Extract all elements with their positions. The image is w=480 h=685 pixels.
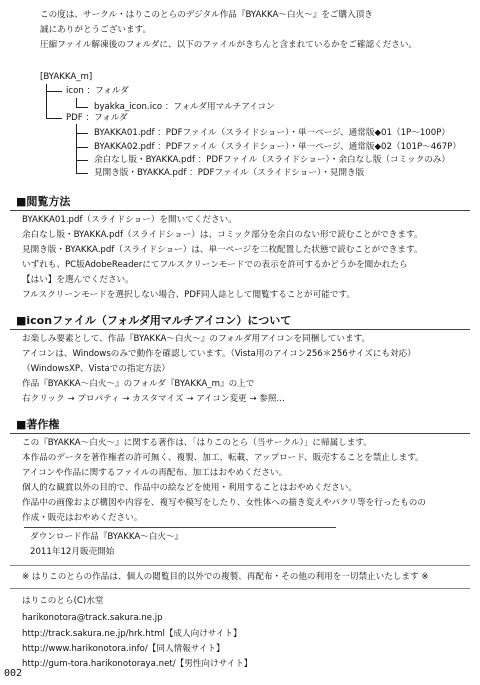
download-divider bbox=[24, 527, 336, 528]
viewing-line-6: フルスクリーンモードを選択しない場合、PDF同人誌として閲覧することが可能です。 bbox=[22, 290, 355, 300]
divider bbox=[10, 433, 470, 434]
download-title: ダウンロード作品『BYAKKA～白火～』 bbox=[30, 532, 184, 542]
tree-branch-line bbox=[76, 133, 88, 134]
tree-file-4: 見開き版・BYAKKA.pdf ：PDFファイル（スライドショー）・見開き版 bbox=[94, 168, 365, 178]
intro-line-3: 圧縮ファイル解凍後のフォルダに、以下のファイルがきちんと含まれているかをご確認ください。 bbox=[40, 40, 418, 50]
viewing-line-2: 余白なし版・BYAKKA.pdf（スライドショー）は、コミック部分を余白のない形で読むことができます。 bbox=[22, 230, 423, 240]
tree-icon-folder: icon ：フォルダ bbox=[66, 86, 129, 96]
tree-branch-line bbox=[46, 84, 47, 118]
download-date: 2011年12月販売開始 bbox=[30, 547, 115, 557]
icon-line-1: お楽しみ要素として、作品『BYAKKA～白火～』のフォルダ用アイコンを同梱しています。 bbox=[22, 334, 371, 344]
tree-file-2: BYAKKA02.pdf ：PDFファイル（スライドショー）・単一ページ、通常版◆02（101P～467P） bbox=[94, 142, 461, 152]
copyright-line-6: 作成・販売はおやめください。 bbox=[22, 513, 143, 523]
divider bbox=[10, 588, 470, 589]
icon-line-5: 右クリック → プロパティ → カスタマイズ → アイコン変更 → 参照... bbox=[22, 394, 285, 404]
icon-line-4: 作品『BYAKKA～白火～』のフォルダ『BYAKKA_m』の上で bbox=[22, 379, 255, 389]
section-heading-copyright: ■著作権 bbox=[16, 418, 60, 431]
section-heading-icon: ■iconファイル（フォルダ用マルチアイコン）について bbox=[16, 314, 292, 327]
tree-branch-line bbox=[76, 107, 88, 108]
tree-branch-line bbox=[76, 124, 77, 174]
icon-line-3: （WindowsXP、Vistaでの指定方法） bbox=[22, 364, 170, 374]
tree-root: [BYAKKA_m] bbox=[40, 72, 93, 82]
tree-branch-line bbox=[76, 160, 88, 161]
tree-file-1: BYAKKA01.pdf ：PDFファイル（スライドショー）・単一ページ、通常版◆01（1P～100P） bbox=[94, 128, 451, 138]
viewing-line-1: BYAKKA01.pdf（スライドショー）を開いてください。 bbox=[22, 215, 237, 225]
tree-file-3: 余白なし版・BYAKKA.pdf ：PDFファイル（スライドショー）・余白なし版（コミックのみ） bbox=[94, 155, 450, 165]
link-male-site[interactable]: http://gum-tora.harikonotoraya.net/【男性向けサイト】 bbox=[22, 659, 253, 669]
divider bbox=[10, 329, 470, 330]
icon-line-2: アイコンは、Windowsのみで動作を確認しています。（Vista用のアイコン256＊256サイズにも対応） bbox=[22, 349, 416, 359]
link-adult-site[interactable]: http://track.sakura.ne.jp/hrk.html【成人向けサイト】 bbox=[22, 629, 242, 639]
tree-branch-line bbox=[76, 147, 88, 148]
tree-pdf-folder: PDF ：フォルダ bbox=[66, 113, 128, 123]
copyright-line-4: 個人的な観賞以外の目的で、作品中の絵などを使用・利用することはおやめください。 bbox=[22, 483, 357, 493]
tree-icon-file: byakka_icon.ico ：フォルダ用マルチアイコン bbox=[94, 102, 275, 112]
copyright-line-1: この『BYAKKA～白火～』に関する著作は、「はりこのとら（当サークル）」に帰属します。 bbox=[22, 438, 372, 448]
divider bbox=[10, 210, 470, 211]
intro-line-1: この度は、サークル・はりこのとらのデジタル作品『BYAKKA～白火～』をご購入頂き bbox=[40, 10, 373, 20]
viewing-line-3: 見開き版・BYAKKA.pdf（スライドショー）は、単一ページを二枚配置した状態で読むことができます。 bbox=[22, 245, 423, 255]
copyright-line-5: 作品中の画像および構図や内容を、複写や模写をしたり、女性体への描き変えやパクリ等を行ったものの bbox=[22, 498, 426, 508]
intro-line-2: 誠にありがとうございます。 bbox=[40, 25, 152, 35]
tree-branch-line bbox=[76, 173, 88, 174]
viewing-line-4: いずれも、PC版AdobeReaderにてフルスクリーンモードでの表示を許可するかどうかを聞かれたら bbox=[22, 260, 408, 270]
divider bbox=[10, 565, 470, 566]
copyright-line-2: 本作品のデータを著作権者の許可無く、複製、加工、転載、アップロード、販売することを禁止します。 bbox=[22, 453, 424, 463]
section-heading-viewing: ■閲覧方法 bbox=[16, 195, 71, 208]
copyright-line-3: アイコンや作品に関するファイルの再配布、加工はおやめください。 bbox=[22, 468, 288, 478]
link-doujin-info-site[interactable]: http://www.harikonotora.info/【同人情報サイト】 bbox=[22, 644, 225, 654]
viewing-line-5: 【はい】を選んでください。 bbox=[22, 275, 134, 285]
tree-branch-line bbox=[46, 118, 62, 119]
notice: ※ はりこのとらの作品は、個人の閲覧目的以外での複製、再配布・その他の利用を一切禁止いたします ※ bbox=[22, 572, 429, 582]
tree-branch-line bbox=[46, 91, 62, 92]
circle-name: はりこのとら(C)水堂 bbox=[22, 596, 104, 606]
page-number: 002 bbox=[4, 668, 23, 679]
contact-email[interactable]: harikonotora@track.sakura.ne.jp bbox=[22, 613, 163, 623]
